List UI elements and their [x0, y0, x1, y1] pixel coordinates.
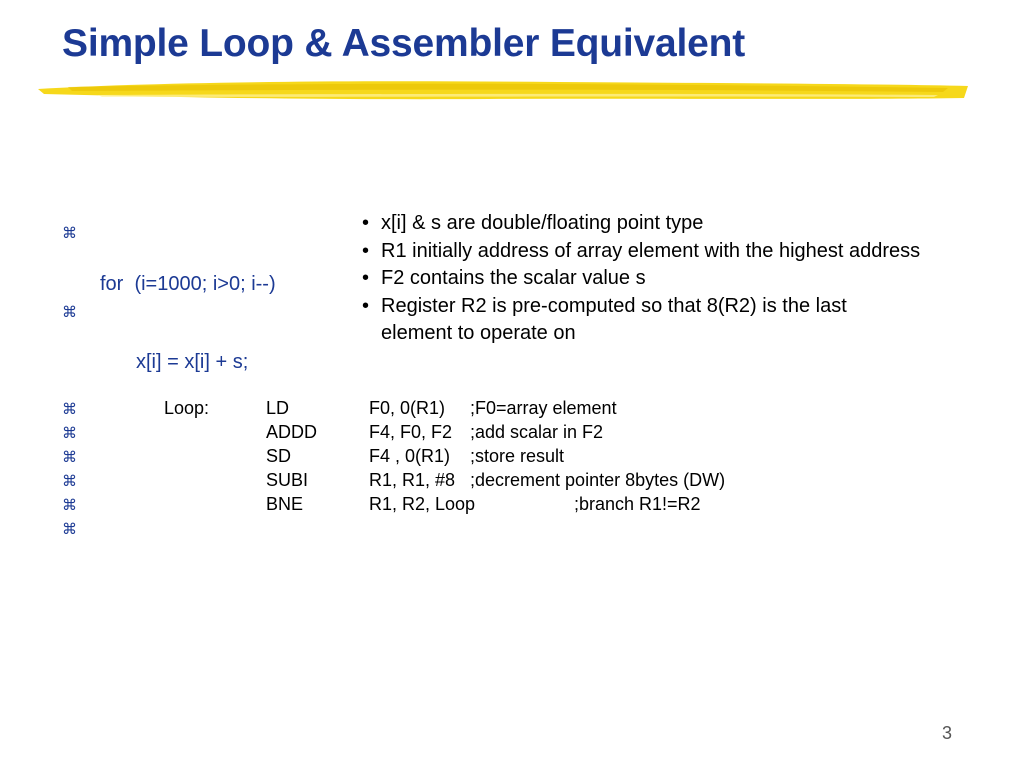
command-bullet-icon: ⌘ — [62, 303, 77, 321]
command-bullet-icon: ⌘ — [62, 448, 77, 466]
command-bullet-icon: ⌘ — [62, 400, 77, 418]
note-item: • F2 contains the scalar value s — [362, 267, 646, 289]
asm-operands: F4 , 0(R1) — [369, 446, 451, 466]
command-bullet-icon: ⌘ — [62, 520, 77, 538]
asm-operands: R1, R1, #8 — [369, 470, 456, 490]
code-line-for: for (i=1000; i>0; i--) — [100, 273, 276, 295]
asm-label: Loop: — [164, 398, 210, 418]
page-number: 3 — [942, 723, 953, 743]
command-bullet-icon: ⌘ — [62, 424, 77, 442]
asm-opcode: ADDD — [266, 422, 318, 442]
loop-source-code — [100, 219, 276, 401]
asm-comment: ;branch R1!=R2 — [574, 494, 701, 514]
slide-title: Simple Loop & Assembler Equivalent — [62, 22, 746, 65]
asm-opcode: BNE — [266, 494, 304, 514]
asm-comment: ;store result — [470, 446, 565, 466]
notes-list — [362, 210, 922, 348]
code-line-body: x[i] = x[i] + s; — [136, 351, 249, 373]
command-bullet-icon: ⌘ — [62, 224, 77, 242]
command-bullet-icon: ⌘ — [62, 496, 77, 514]
asm-opcode: SUBI — [266, 470, 309, 490]
note-item: • Register R2 is pre-computed so that 8(R2) is the last element to operate on — [362, 294, 847, 344]
note-item: • x[i] & s are double/floating point type — [362, 212, 704, 234]
asm-comment: ;add scalar in F2 — [470, 422, 604, 442]
asm-operands: F0, 0(R1) — [369, 398, 446, 418]
command-bullet-icon: ⌘ — [62, 472, 77, 490]
asm-comment: ;F0=array element — [470, 398, 617, 418]
asm-opcode: SD — [266, 446, 292, 466]
asm-operands: R1, R2, Loop — [369, 494, 476, 514]
note-item: • R1 initially address of array element with the highest address — [362, 239, 921, 262]
asm-operands: F4, F0, F2 — [369, 422, 453, 442]
asm-opcode: LD — [266, 398, 290, 418]
highlighter-underline — [38, 76, 968, 106]
asm-comment: ;decrement pointer 8bytes (DW) — [470, 470, 726, 490]
